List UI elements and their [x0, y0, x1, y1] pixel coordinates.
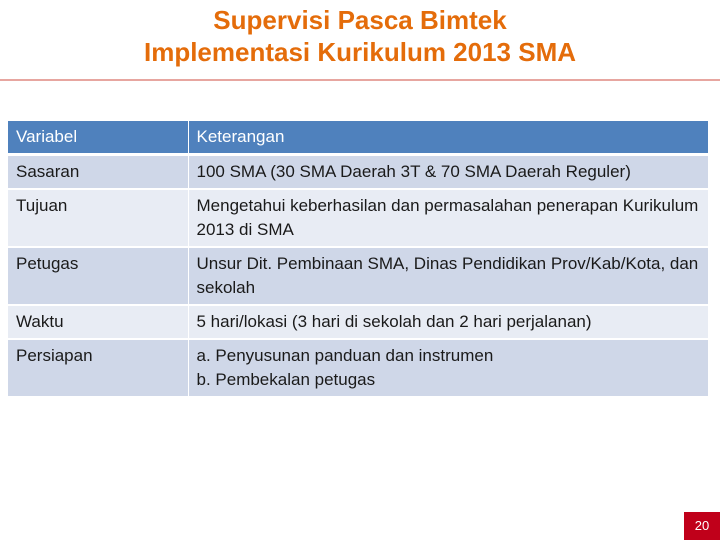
cell-keterangan: 5 hari/lokasi (3 hari di sekolah dan 2 hari perjalanan): [188, 305, 709, 339]
table-row: [8, 247, 709, 305]
cell-variabel: Sasaran: [8, 155, 188, 190]
cell-keterangan-list: [188, 339, 709, 397]
slide-title: [0, 4, 720, 68]
slide-title-line-2: Implementasi Kurikulum 2013 SMA: [143, 37, 577, 67]
table-row: [8, 155, 709, 190]
column-header-variabel: Variabel: [8, 121, 188, 155]
cell-variabel: Persiapan: [8, 339, 188, 397]
table-row: [8, 305, 709, 339]
table-header-row: [8, 121, 709, 155]
cell-keterangan: Mengetahui keberhasilan dan permasalahan penerapan Kurikulum 2013 di SMA: [188, 189, 709, 247]
title-divider: [0, 79, 720, 81]
cell-variabel: Waktu: [8, 305, 188, 339]
column-header-keterangan: Keterangan: [188, 121, 709, 155]
cell-keterangan: 100 SMA (30 SMA Daerah 3T & 70 SMA Daerah Reguler): [188, 155, 709, 190]
info-table: [8, 121, 709, 398]
page-number-badge: 20: [684, 512, 720, 540]
table-row: [8, 189, 709, 247]
table-row: [8, 339, 709, 397]
cell-variabel: Tujuan: [8, 189, 188, 247]
list-item: b. Pembekalan petugas: [196, 370, 376, 389]
cell-variabel: Petugas: [8, 247, 188, 305]
slide-title-line-1: Supervisi Pasca Bimtek: [213, 5, 507, 35]
list-item: a. Penyusunan panduan dan instrumen: [196, 346, 494, 365]
cell-keterangan: Unsur Dit. Pembinaan SMA, Dinas Pendidikan Prov/Kab/Kota, dan sekolah: [188, 247, 709, 305]
